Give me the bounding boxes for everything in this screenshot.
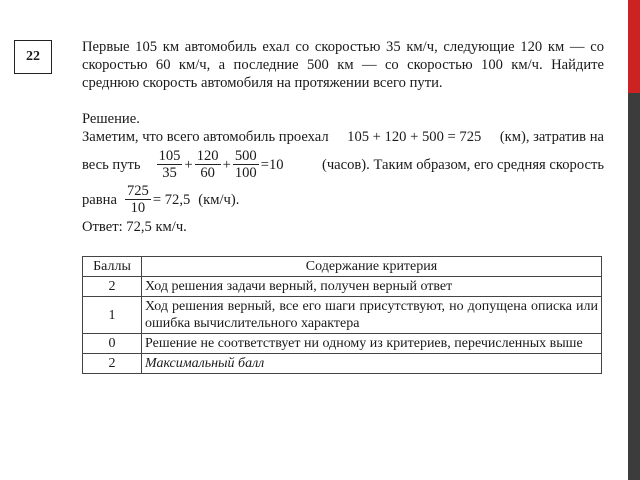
table-row [83,297,602,334]
accent-bar-red [628,0,640,93]
task-content [82,38,604,236]
header-criterion: Содержание критерия [142,257,602,277]
criteria-table [82,256,602,374]
solution-line-1-text: Заметим, что всего автомобиль проехал [82,129,329,145]
fraction-2 [195,148,221,181]
solution-line-2-suffix: (часов). Таким образом, его средняя скорость [321,156,604,173]
avg-result: = 72,5 [152,191,191,208]
accent-bar-dark [628,93,640,480]
row-criterion: Решение не соответствует ни одному из критериев, перечисленных выше [142,334,602,354]
row-criterion: Ход решения верный, все его шаги присутствуют, но допущена описка или ошибка вычислительного характера [142,297,602,334]
solution-heading: Решение. [82,111,140,127]
task-number-box: 22 [14,40,52,74]
row-points: 0 [83,334,142,354]
row-points: 2 [83,354,142,374]
answer-line: Ответ: 72,5 км/ч. [82,219,187,235]
solution-line-1-unit: (км), затратив на [499,129,604,145]
row-points: 1 [83,297,142,334]
plus-sign-2: + [222,156,231,173]
problem-text: Первые 105 км автомобиль ехал со скоростью 35 км/ч, следующие 120 км — со скоростью 60 км/ч, а последние 500 км — со скоростью 100 км/ч. Найдите среднюю скорость автомобиля на протяжении всего пути. [82,39,604,91]
solution-line-3 [82,183,604,216]
table-row [83,354,602,374]
row-criterion-max: Максимальный балл [142,354,602,374]
fraction-3-den: 100 [234,165,257,181]
table-row [83,277,602,297]
avg-fraction-num: 725 [126,183,149,199]
row-criterion: Ход решения задачи верный, получен верный ответ [142,277,602,297]
avg-unit: (км/ч). [198,191,240,208]
solution-line-3-prefix: равна [82,191,117,208]
fraction-2-den: 60 [200,165,215,181]
avg-fraction-den: 10 [130,200,146,216]
solution-line-1-expr: 105 + 120 + 500 = 725 [347,129,482,145]
hours-result: =10 [260,156,284,173]
fraction-1-den: 35 [162,165,177,181]
avg-fraction [125,183,151,216]
row-points: 2 [83,277,142,297]
fraction-3 [233,148,259,181]
fraction-3-num: 500 [234,148,257,164]
fraction-1 [157,148,183,181]
solution-line-2-prefix: весь путь [82,156,141,173]
solution-line-2 [82,148,604,181]
criteria-header-row [83,257,602,277]
fraction-2-num: 120 [196,148,219,164]
fraction-1-num: 105 [158,148,181,164]
table-row [83,334,602,354]
header-points: Баллы [83,257,142,277]
solution-line-1 [82,128,604,146]
plus-sign-1: + [184,156,193,173]
